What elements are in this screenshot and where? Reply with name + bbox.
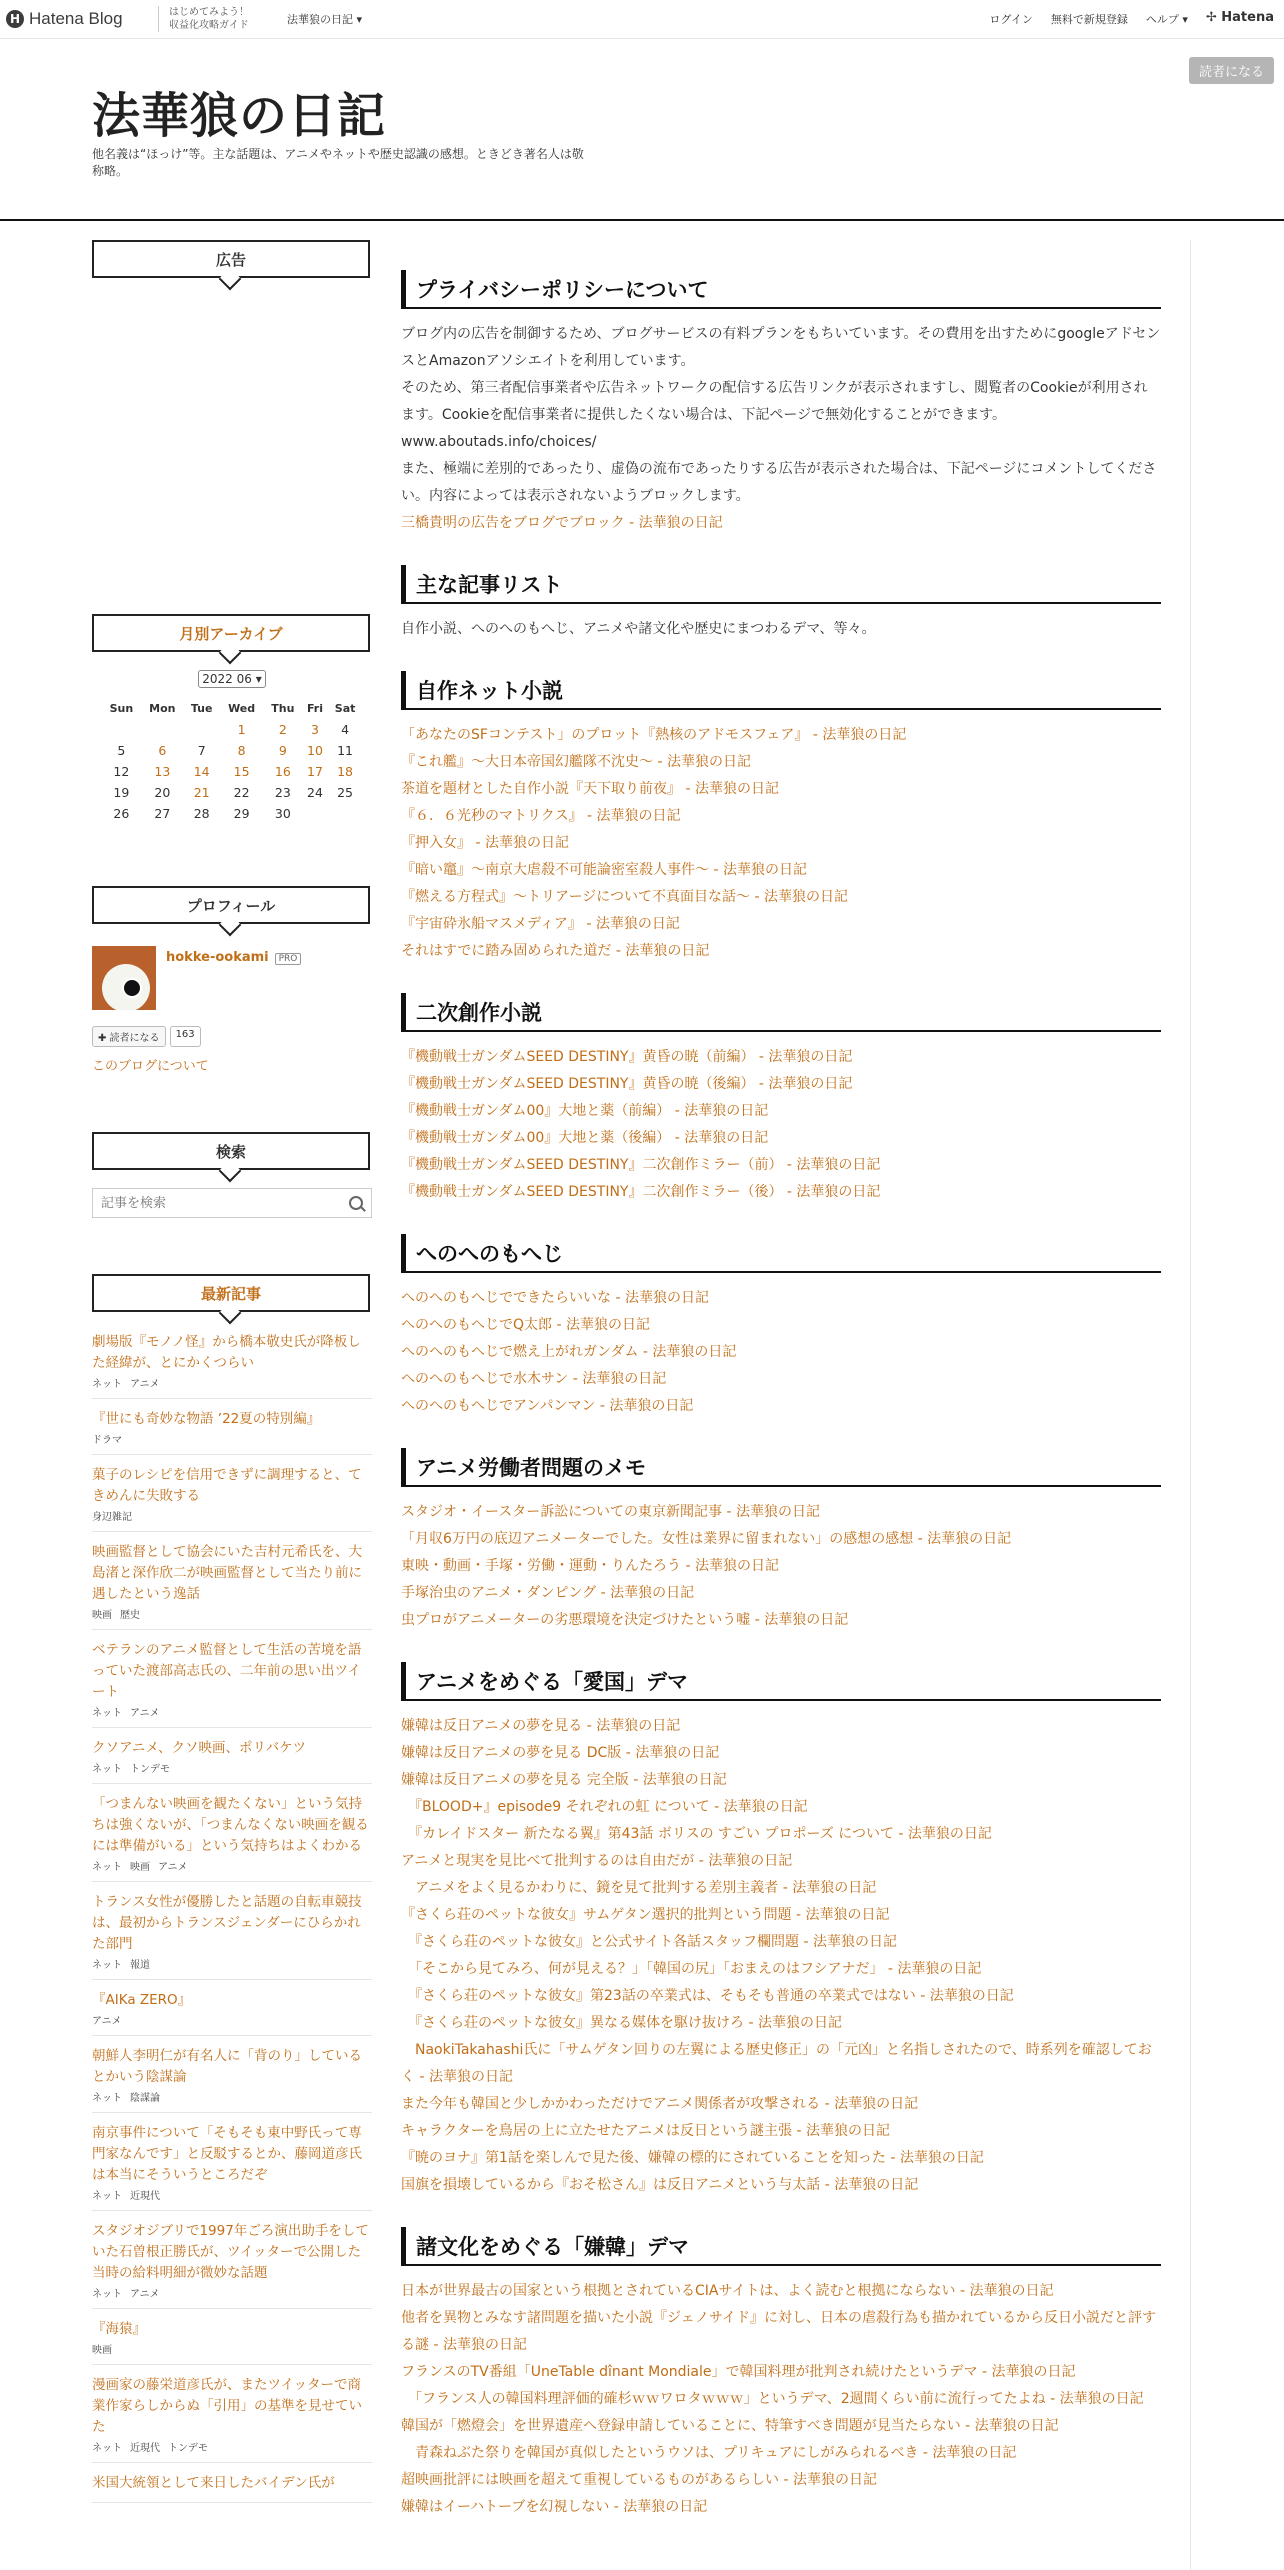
recent-entry-title[interactable]: 菓子のレシピを信用できずに調理すると、てきめんに失敗する <box>92 1467 362 1504</box>
calendar-day: 25 <box>337 785 354 800</box>
article-link[interactable]: NaokiTakahashi氏に「サムゲタン回りの左翼による歴史修正」の「元凶」と名指しされたので、時系列を確認しておく - 法華狼の日記 <box>401 2042 1152 2085</box>
recent-entry <box>92 2211 372 2309</box>
article-link[interactable]: 『押入女』 - 法華狼の日記 <box>401 835 569 851</box>
sidebar <box>92 240 372 2503</box>
recent-entries <box>92 1322 372 2503</box>
article-link[interactable]: 「そこから見てみろ、何が見える？」「韓国の尻」「おまえのはフシアナだ」 - 法華狼の日記 <box>401 1961 982 1977</box>
article-link[interactable]: 『カレイドスター 新たなる翼』第43話 ボリスの すごい プロポーズ について - 法華狼の日記 <box>401 1826 992 1842</box>
calendar-day <box>102 719 141 740</box>
category-link[interactable]: ネット <box>92 1862 122 1873</box>
content-section <box>401 1234 1161 1420</box>
article-link[interactable]: へのへのもへじでQ太郎 - 法華狼の日記 <box>401 1317 650 1333</box>
recent-entry-categories <box>92 1760 372 1775</box>
category-link[interactable]: 近現代 <box>130 2191 160 2202</box>
guide-line1: はじめてみよう！ <box>169 7 249 18</box>
profile-name-link[interactable] <box>166 950 301 1010</box>
recent-entry <box>92 1322 372 1399</box>
recent-entry <box>92 1630 372 1728</box>
calendar-day: 12 <box>113 764 130 779</box>
calendar-day: 29 <box>233 806 250 821</box>
search-module-title: 検索 <box>92 1132 370 1170</box>
calendar-day: 23 <box>274 785 291 800</box>
calendar-weekday: Fri <box>306 702 323 715</box>
blog-menu[interactable]: 法華狼の日記 ▾ <box>287 13 363 26</box>
article-link[interactable]: 『６．６光秒のマトリクス』 - 法華狼の日記 <box>401 808 681 824</box>
search-input[interactable] <box>99 1189 333 1217</box>
recent-entry-categories <box>92 1956 372 1971</box>
recent-entry-title[interactable]: スタジオジブリで1997年ごろ演出助手をしていた石曽根正勝氏が、ツイッターで公開した当時の給料明細が微妙な話題 <box>92 2223 369 2281</box>
recent-entry-categories <box>92 1858 372 1873</box>
calendar-day-link[interactable]: 3 <box>311 722 319 737</box>
calendar-body <box>102 719 362 824</box>
recent-entry <box>92 1882 372 1980</box>
monetization-guide-link[interactable] <box>158 6 249 32</box>
category-link[interactable]: 身辺雑記 <box>92 1512 132 1523</box>
category-link[interactable]: 報道 <box>130 1960 150 1971</box>
article-link[interactable]: へのへのもへじで燃え上がれガンダム - 法華狼の日記 <box>401 1344 737 1360</box>
recent-entry-categories <box>92 2285 372 2300</box>
category-link[interactable]: トンデモ <box>168 2443 208 2454</box>
login-link[interactable]: ログイン <box>989 13 1033 26</box>
category-link[interactable]: ドラマ <box>92 1435 122 1446</box>
recent-entry-title[interactable]: トランス女性が優勝したと話題の自転車競技は、最初からトランスジェンダーにひらかれた部門 <box>92 1894 362 1952</box>
article-link[interactable]: それはすでに踏み固められた道だ - 法華狼の日記 <box>401 943 710 959</box>
article-link[interactable]: 『暗い竈』〜南京大虐殺不可能論密室殺人事件〜 - 法華狼の日記 <box>401 862 807 878</box>
recent-entry <box>92 1728 372 1784</box>
section-heading: アニメをめぐる「愛国」デマ <box>401 1662 1161 1701</box>
content-section <box>401 2227 1161 2521</box>
content-section <box>401 1662 1161 2199</box>
recent-entry-categories <box>92 2012 372 2027</box>
category-link[interactable]: アニメ <box>130 1708 160 1719</box>
signup-link[interactable]: 無料で新規登録 <box>1050 13 1128 26</box>
recent-entry-categories <box>92 1704 372 1719</box>
help-menu[interactable]: ヘルプ ▾ <box>1145 13 1188 26</box>
recent-entry-title[interactable]: 『海猿』 <box>92 2321 146 2337</box>
article-link[interactable]: 手塚治虫のアニメ・ダンピング - 法華狼の日記 <box>401 1585 695 1601</box>
category-link[interactable]: アニメ <box>92 2016 122 2027</box>
archive-month-select[interactable]: 2022 06 ▾ <box>198 670 265 688</box>
article-link[interactable]: 『さくら荘のペットな彼女』第23話の卒業式は、そもそも普通の卒業式ではない - 法華狼の日記 <box>401 1988 1014 2004</box>
calendar-weekday: Thu <box>271 702 295 715</box>
recent-entry-title[interactable]: 朝鮮人李明仁が有名人に「背のり」しているとかいう陰謀論 <box>92 2048 362 2085</box>
category-link[interactable]: ネット <box>92 2289 122 2300</box>
calendar-weekday: Sun <box>109 702 134 715</box>
body-text: 自作小説、へのへのもへじ、アニメや諸文化や歴史にまつわるデマ、等々。 <box>401 621 876 637</box>
about-blog-link[interactable]: このブログについて <box>92 1059 209 1074</box>
article-link[interactable]: 『機動戦士ガンダムSEED DESTINY』黄昏の暁（前編） - 法華狼の日記 <box>401 1049 853 1065</box>
calendar-week <box>102 803 362 824</box>
article-link[interactable]: 『燃える方程式』〜トリアージについて不真面目な話〜 - 法華狼の日記 <box>401 889 848 905</box>
recent-entry <box>92 1784 372 1882</box>
recent-entry-title[interactable]: 南京事件について「そもそも東中野氏って専門家なんです」と反駁するとか、藤岡道彦氏は本当にそういうところだぞ <box>92 2125 362 2183</box>
avatar-eye-icon <box>122 978 142 998</box>
calendar-weekday: Wed <box>228 702 256 715</box>
calendar-day-link[interactable]: 9 <box>278 743 287 758</box>
calendar-week <box>102 740 362 761</box>
article-link[interactable]: 嫌韓は反日アニメの夢を見る DC版 - 法華狼の日記 <box>401 1745 720 1761</box>
content-section <box>401 270 1161 537</box>
profile <box>92 946 372 1010</box>
article-link[interactable]: 『さくら荘のペットな彼女』異なる媒体を駆け抜けろ - 法華狼の日記 <box>401 2015 842 2031</box>
section-heading: プライバシーポリシーについて <box>401 270 1161 309</box>
category-link[interactable]: アニメ <box>130 2289 160 2300</box>
recent-entry <box>92 2309 372 2365</box>
article-link[interactable]: 東映・動画・手塚・労働・運動・りんたろう - 法華狼の日記 <box>401 1558 779 1574</box>
recent-entry <box>92 2036 372 2113</box>
logo-text: Hatena Blog <box>29 9 123 28</box>
category-link[interactable]: ネット <box>92 2191 122 2202</box>
body-text: www.aboutads.info/choices/ <box>401 434 597 450</box>
article-link[interactable]: 嫌韓は反日アニメの夢を見る 完全版 - 法華狼の日記 <box>401 1772 727 1788</box>
content-section <box>401 671 1161 965</box>
calendar-weekday: Sat <box>334 702 356 715</box>
recent-entry-categories <box>92 2439 372 2454</box>
body-text: そのため、第三者配信事業者や広告ネットワークの配信する広告リンクが表示されますし、閲覧者のCookieが利用されます。Cookieを配信事業者に提供したくない場合は、下記ページで無効化することができます。 <box>401 380 1148 423</box>
recent-entry <box>92 1455 372 1532</box>
calendar-day: 5 <box>117 743 126 758</box>
article-link[interactable]: へのへのもへじで水木サン - 法華狼の日記 <box>401 1371 667 1387</box>
calendar-day-link[interactable]: 2 <box>278 722 287 737</box>
body-text: また、極端に差別的であったり、虚偽の流布であったりする広告が表示された場合は、下記ページにコメントしてください。内容によっては表示されないようブロックします。 <box>401 461 1157 504</box>
recent-entry-title[interactable]: 映画監督として協会にいた吉村元希氏を、大島渚と深作欣二が映画監督として当たり前に遇したという逸話 <box>92 1544 362 1602</box>
section-heading: アニメ労働者問題のメモ <box>401 1448 1161 1487</box>
recent-entry-categories <box>92 1431 372 1446</box>
category-link[interactable]: ネット <box>92 1379 122 1390</box>
hatena-label: Hatena <box>1221 10 1274 25</box>
calendar-day-link[interactable]: 8 <box>237 743 246 758</box>
article-link[interactable]: 『機動戦士ガンダム00』大地と薬（前編） - 法華狼の日記 <box>401 1103 769 1119</box>
body-text: ブログ内の広告を制御するため、ブログサービスの有料プランをもちいています。その費用を出すためにgoogleアドセンスとAmazonアソシエイトを利用しています。 <box>401 326 1161 369</box>
category-link[interactable]: 陰謀論 <box>130 2093 160 2104</box>
article-link[interactable]: スタジオ・イースター訴訟についての東京新聞記事 - 法華狼の日記 <box>401 1504 820 1520</box>
calendar-day: 22 <box>233 785 250 800</box>
calendar-day-link[interactable]: 16 <box>274 764 291 779</box>
calendar-day-link[interactable]: 13 <box>154 764 171 779</box>
calendar-day-link[interactable]: 10 <box>307 743 323 758</box>
profile-name: hokke-ookami <box>166 950 269 965</box>
recent-entry-title[interactable]: クソアニメ、クソ映画、ポリバケツ <box>92 1740 306 1756</box>
article-link[interactable]: 『さくら荘のペットな彼女』サムゲタン選択的批判という問題 - 法華狼の日記 <box>401 1907 890 1923</box>
global-header <box>0 0 1284 39</box>
category-link[interactable]: ネット <box>92 2093 122 2104</box>
article-link[interactable]: 『宇宙砕氷船マスメディア』 - 法華狼の日記 <box>401 916 680 932</box>
article-link[interactable]: 『機動戦士ガンダムSEED DESTINY』二次創作ミラー（後） - 法華狼の日記 <box>401 1184 881 1200</box>
subscribe-button[interactable]: 読者になる <box>1189 57 1274 84</box>
calendar-day: 24 <box>307 785 323 800</box>
recent-entry <box>92 1532 372 1630</box>
main-content <box>401 240 1161 2543</box>
blog-header <box>0 39 1284 221</box>
content-section <box>401 565 1161 643</box>
recent-entry <box>92 2463 372 2503</box>
sidebar-subscribe-button[interactable]: ✚ 読者になる <box>92 1026 166 1047</box>
article-link[interactable]: 超映画批評には映画を超えて重視しているものがあるらしい - 法華狼の日記 <box>401 2472 877 2488</box>
article-link[interactable]: また今年も韓国と少しかかわっただけでアニメ関係者が攻撃される - 法華狼の日記 <box>401 2096 919 2112</box>
archive-calendar <box>102 698 362 824</box>
section-heading: へのへのもへじ <box>401 1234 1161 1273</box>
archive-month-select-wrap <box>92 670 372 688</box>
article-link[interactable]: 他者を異物とみなす諸問題を描いた小説『ジェノサイド』に対し、日本の虐殺行為も描かれているから反日小説だと評する謎 - 法華狼の日記 <box>401 2310 1157 2353</box>
category-link[interactable]: 映画 <box>130 1862 150 1873</box>
article-link[interactable]: 『機動戦士ガンダム00』大地と薬（後編） - 法華狼の日記 <box>401 1130 769 1146</box>
recent-entry <box>92 1980 372 2036</box>
article-link[interactable]: 『これ艦』〜大日本帝国幻艦隊不沈史〜 - 法華狼の日記 <box>401 754 751 770</box>
calendar-day-link[interactable]: 18 <box>337 764 354 779</box>
calendar-weekday: Tue <box>190 702 213 715</box>
section-heading: 主な記事リスト <box>401 565 1161 604</box>
calendar-day: 4 <box>341 722 350 737</box>
archive-module-title[interactable]: 月別アーカイブ <box>92 614 370 652</box>
calendar-day: 27 <box>154 806 171 821</box>
category-link[interactable]: 近現代 <box>130 2443 160 2454</box>
category-link[interactable]: アニメ <box>158 1862 188 1873</box>
calendar-day <box>141 719 184 740</box>
article-link[interactable]: 日本が世界最古の国家という根拠とされているCIAサイトは、よく読むと根拠にならない - 法華狼の日記 <box>401 2283 1054 2299</box>
article-link[interactable]: 『BLOOD+』episode9 それぞれの虹 について - 法華狼の日記 <box>401 1799 808 1815</box>
content-section <box>401 993 1161 1206</box>
ad-space <box>92 278 372 614</box>
hatena-link[interactable]: ✢ Hatena <box>1205 10 1274 25</box>
ad-module-title: 広告 <box>92 240 370 278</box>
article-link[interactable]: 「月収6万円の底辺アニメーターでした。女性は業界に留まれない」の感想の感想 - 法華狼の日記 <box>401 1531 1012 1547</box>
recent-entry-title[interactable]: 『AIKa ZERO』 <box>92 1992 192 2008</box>
calendar-day: 30 <box>274 806 291 821</box>
category-link[interactable]: ネット <box>92 1764 122 1775</box>
profile-module-title: プロフィール <box>92 886 370 924</box>
calendar-day <box>184 719 219 740</box>
article-link[interactable]: 嫌韓は反日アニメの夢を見る - 法華狼の日記 <box>401 1718 681 1734</box>
calendar-weekday: Mon <box>149 702 176 715</box>
calendar-day-link[interactable]: 6 <box>158 743 167 758</box>
recent-module-title[interactable]: 最新記事 <box>92 1274 370 1312</box>
recent-entry <box>92 2365 372 2463</box>
calendar-week <box>102 782 362 803</box>
calendar-day <box>302 803 328 824</box>
category-link[interactable]: ネット <box>92 1708 122 1719</box>
recent-entry-categories <box>92 1606 372 1621</box>
recent-entry-title[interactable]: 漫画家の藤栄道彦氏が、またツイッターで商業作家らしからぬ「引用」の基準を見せていた <box>92 2377 362 2435</box>
recent-entry-title[interactable]: 米国大統領として来日したバイデン氏が <box>92 2475 335 2491</box>
recent-entry-categories <box>92 2089 372 2104</box>
article-link[interactable]: 『機動戦士ガンダムSEED DESTINY』二次創作ミラー（前） - 法華狼の日記 <box>401 1157 881 1173</box>
column-divider <box>1190 240 1191 2570</box>
calendar-day: 28 <box>193 806 210 821</box>
calendar-day: 20 <box>154 785 171 800</box>
subscriber-count[interactable]: 163 <box>170 1026 201 1047</box>
article-link[interactable]: 国旗を損壊しているから『おそ松さん』は反日アニメという与太話 - 法華狼の日記 <box>401 2177 919 2193</box>
category-link[interactable]: ネット <box>92 2443 122 2454</box>
recent-entry-title[interactable]: 「つまんない映画を観たくない」という気持ちは強くないが、「つまんなくない映画を観るには準備がいる」という気持ちはよくわかる <box>92 1796 369 1854</box>
article-link[interactable]: 嫌韓はイーハトーブを幻視しない - 法華狼の日記 <box>401 2499 708 2515</box>
recent-entry-categories <box>92 2187 372 2202</box>
guide-line2: 収益化攻略ガイド <box>169 20 249 31</box>
hatena-blog-logo[interactable] <box>6 8 123 30</box>
global-nav <box>989 11 1274 27</box>
article-link[interactable]: 「あなたのSFコンテスト」のプロット『熱核のアドモスフェア』 - 法華狼の日記 <box>401 727 907 743</box>
article-link[interactable]: 三橋貴明の広告をブログでブロック - 法華狼の日記 <box>401 515 723 531</box>
category-link[interactable]: 映画 <box>92 2345 112 2356</box>
calendar-day: 11 <box>337 743 354 758</box>
recent-entry-categories <box>92 1508 372 1523</box>
calendar-day-link[interactable]: 14 <box>193 764 210 779</box>
recent-entry-categories <box>92 2341 372 2356</box>
calendar-week <box>102 761 362 782</box>
calendar-day: 26 <box>113 806 130 821</box>
article-link[interactable]: アニメをよく見るかわりに、鏡を見て批判する差別主義者 - 法華狼の日記 <box>401 1880 877 1896</box>
category-link[interactable]: 歴史 <box>120 1610 140 1621</box>
article-link[interactable]: アニメと現実を見比べて批判するのは自由だが - 法華狼の日記 <box>401 1853 793 1869</box>
calendar-day: 7 <box>197 743 206 758</box>
category-link[interactable]: トンデモ <box>130 1764 170 1775</box>
recent-entry-title[interactable]: ベテランのアニメ監督として生活の苦境を語っていた渡部高志氏の、二年前の思い出ツイート <box>92 1642 362 1700</box>
recent-entry-categories <box>92 1375 372 1390</box>
calendar-day-link[interactable]: 15 <box>233 764 250 779</box>
article-link[interactable]: 「フランス人の韓国料理評価的確杉ｗｗワロタｗｗｗ」というデマ、2週間くらい前に流行ってたよね - 法華狼の日記 <box>401 2391 1144 2407</box>
article-link[interactable]: 『機動戦士ガンダムSEED DESTINY』黄昏の暁（後編） - 法華狼の日記 <box>401 1076 853 1092</box>
pro-badge: PRO <box>275 953 302 965</box>
category-link[interactable]: 映画 <box>92 1610 112 1621</box>
recent-entry-title[interactable]: 『世にも奇妙な物語 ’22夏の特別編』 <box>92 1411 321 1427</box>
article-link[interactable]: 『暁のヨナ』第1話を楽しんで見た後、嫌韓の標的にされていることを知った - 法華狼の日記 <box>401 2150 984 2166</box>
hatena-blog-icon: H <box>6 10 24 28</box>
avatar[interactable] <box>92 946 156 1010</box>
section-heading: 諸文化をめぐる「嫌韓」デマ <box>401 2227 1161 2266</box>
blog-title[interactable]: 法華狼の日記 <box>92 88 387 144</box>
calendar-day: 19 <box>113 785 130 800</box>
recent-entry <box>92 1399 372 1455</box>
article-link[interactable]: 青森ねぶた祭りを韓国が真似したというウソは、プリキュアにしがみられるべき - 法華狼の日記 <box>401 2445 1017 2461</box>
calendar-header-row <box>102 698 362 719</box>
calendar-day <box>328 803 362 824</box>
article-link[interactable]: フランスのTV番組「UneTable dînant Mondiale」で韓国料理が批判され続けたというデマ - 法華狼の日記 <box>401 2364 1076 2380</box>
article-link[interactable]: キャラクターを鳥居の上に立たせたアニメは反日という謎主張 - 法華狼の日記 <box>401 2123 890 2139</box>
recent-entry-title[interactable]: 劇場版『モノノ怪』から橋本敬史氏が降板した経緯が、とにかくつらい <box>92 1334 361 1371</box>
blog-description: 他名義は“ほっけ”等。主な話題は、アニメやネットや歴史認識の感想。ときどき著名人は敬称略。 <box>92 147 584 178</box>
article-link[interactable]: へのへのもへじでアンパンマン - 法華狼の日記 <box>401 1398 694 1414</box>
search-box <box>92 1188 372 1218</box>
section-heading: 自作ネット小説 <box>401 671 1161 710</box>
article-link[interactable]: 虫プロがアニメーターの劣悪環境を決定づけたという嘘 - 法華狼の日記 <box>401 1612 849 1628</box>
section-heading: 二次創作小説 <box>401 993 1161 1032</box>
calendar-day-link[interactable]: 17 <box>307 764 323 779</box>
search-icon[interactable] <box>349 1196 363 1210</box>
category-link[interactable]: ネット <box>92 1960 122 1971</box>
recent-entry <box>92 2113 372 2211</box>
calendar-week <box>102 719 362 740</box>
category-link[interactable]: アニメ <box>130 1379 160 1390</box>
article-link[interactable]: 韓国が「燃燈会」を世界遺産へ登録申請していることに、特筆すべき問題が見当たらない - 法華狼の日記 <box>401 2418 1059 2434</box>
calendar-day-link[interactable]: 21 <box>193 785 210 800</box>
article-link[interactable]: へのへのもへじでできたらいいな - 法華狼の日記 <box>401 1290 709 1306</box>
calendar-day-link[interactable]: 1 <box>237 722 246 737</box>
subscribe-row <box>92 1026 372 1047</box>
article-link[interactable]: 『さくら荘のペットな彼女』と公式サイト各話スタッフ欄問題 - 法華狼の日記 <box>401 1934 897 1950</box>
content-section <box>401 1448 1161 1634</box>
article-link[interactable]: 茶道を題材とした自作小説『天下取り前夜』 - 法華狼の日記 <box>401 781 779 797</box>
